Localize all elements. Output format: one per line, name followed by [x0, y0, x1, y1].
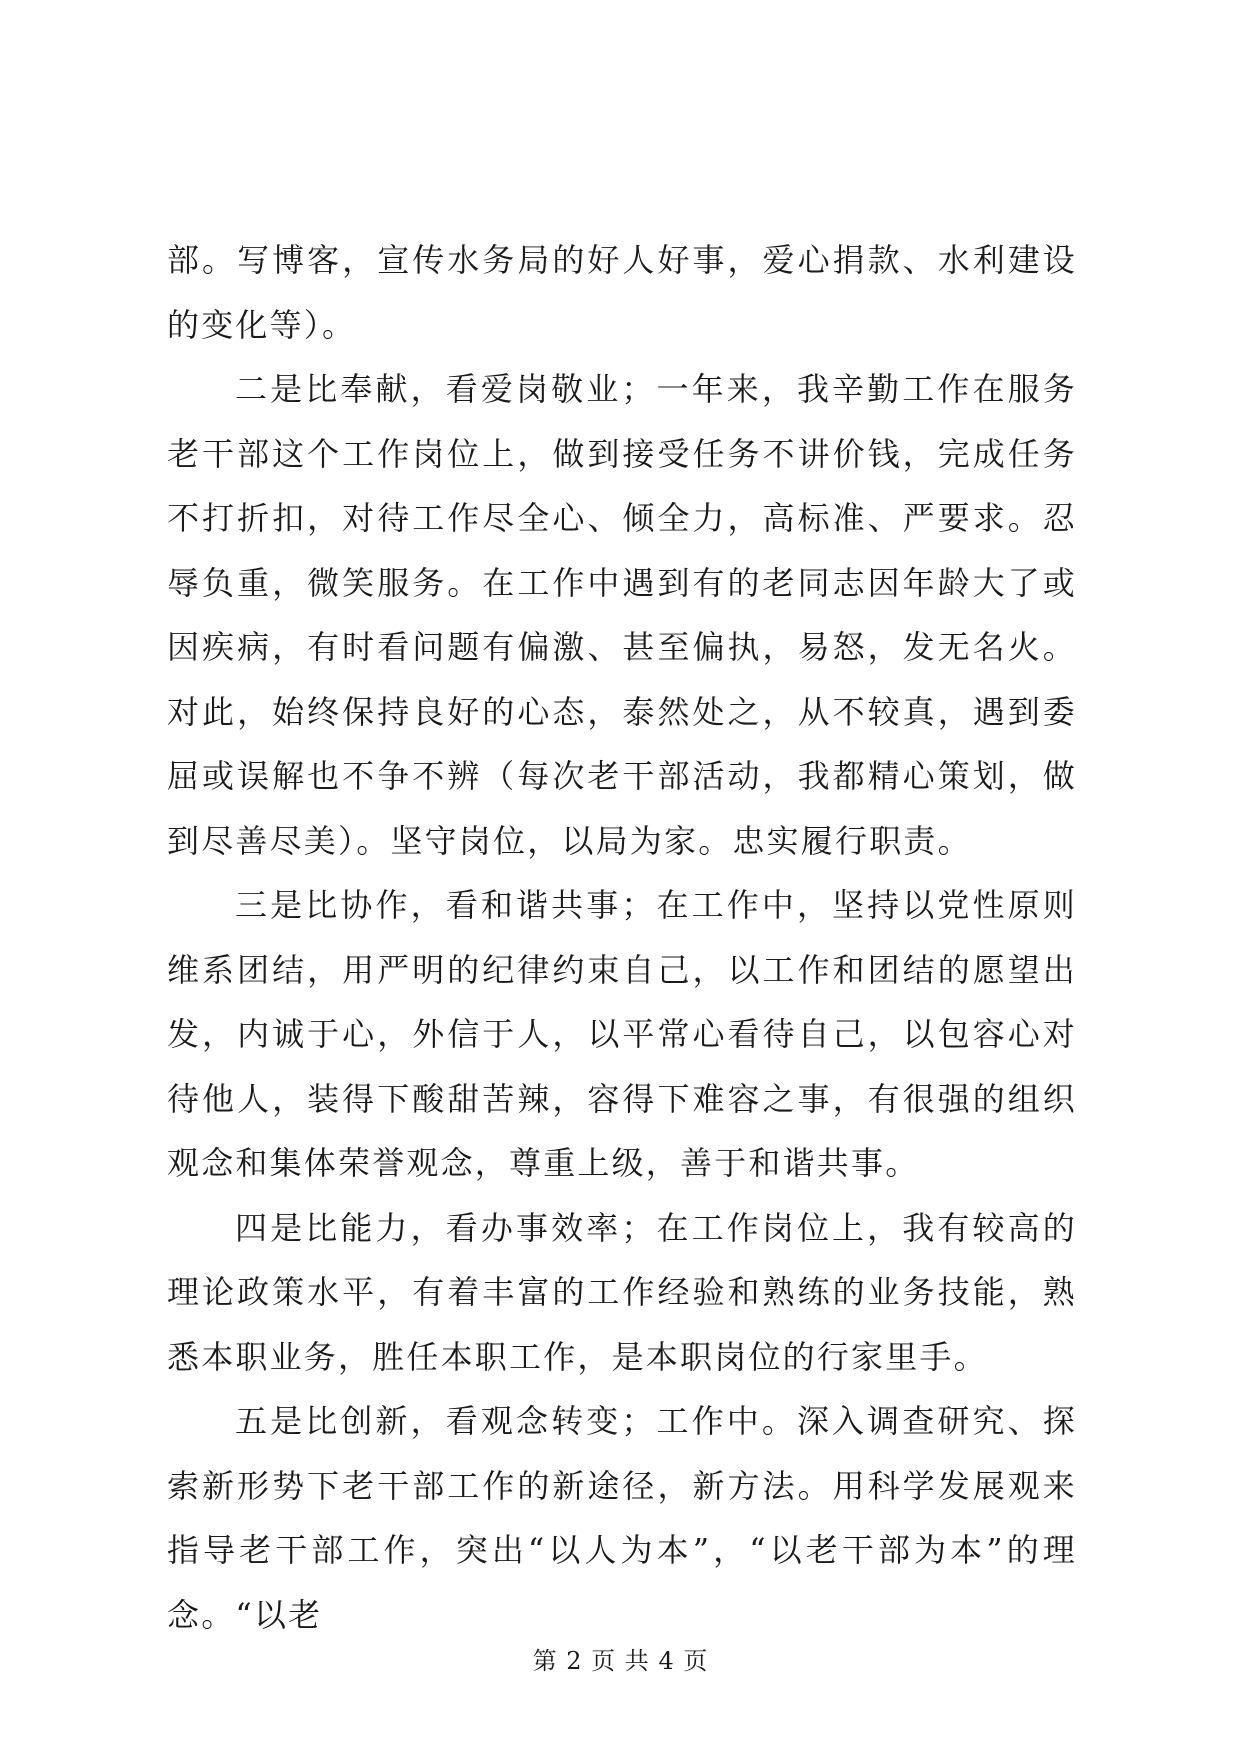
body-text	[167, 228, 1077, 1647]
paragraph: 五是比创新，看观念转变；工作中。深入调查研究、探索新形势下老干部工作的新途径，新方法。用科学发展观来指导老干部工作，突出“以人为本”，“以老干部为本”的理念。“以老	[167, 1402, 1077, 1634]
paragraph: 部。写博客，宣传水务局的好人好事，爱心捐款、水利建设的变化等）。	[167, 241, 1077, 344]
page-footer: 第 2 页 共 4 页	[532, 1647, 709, 1675]
paragraph: 三是比协作，看和谐共事；在工作中，坚持以党性原则维系团结，用严明的纪律约束自己，以工作和团结的愿望出发，内诚于心，外信于人，以平常心看待自己，以包容心对待他人，装得下酸甜苦辣，容得下难容之事，有很强的组织观念和集体荣誉观念，尊重上级，善于和谐共事。	[167, 886, 1077, 1182]
paragraph: 四是比能力，看办事效率；在工作岗位上，我有较高的理论政策水平，有着丰富的工作经验和熟练的业务技能，熟悉本职业务，胜任本职工作，是本职岗位的行家里手。	[167, 1208, 1077, 1376]
paragraph: 二是比奉献，看爱岗敬业；一年来，我辛勤工作在服务老干部这个工作岗位上，做到接受任务不讲价钱，完成任务不打折扣，对待工作尽全心、倾全力，高标准、严要求。忍辱负重，微笑服务。在工作中遇到有的老同志因年龄大了或因疾病，有时看问题有偏激、甚至偏执，易怒，发无名火。对此，始终保持良好的心态，泰然处之，从不较真，遇到委屈或误解也不争不辨（每次老干部活动，我都精心策划，做到尽善尽美）。坚守岗位，以局为家。忠实履行职责。	[167, 370, 1077, 860]
